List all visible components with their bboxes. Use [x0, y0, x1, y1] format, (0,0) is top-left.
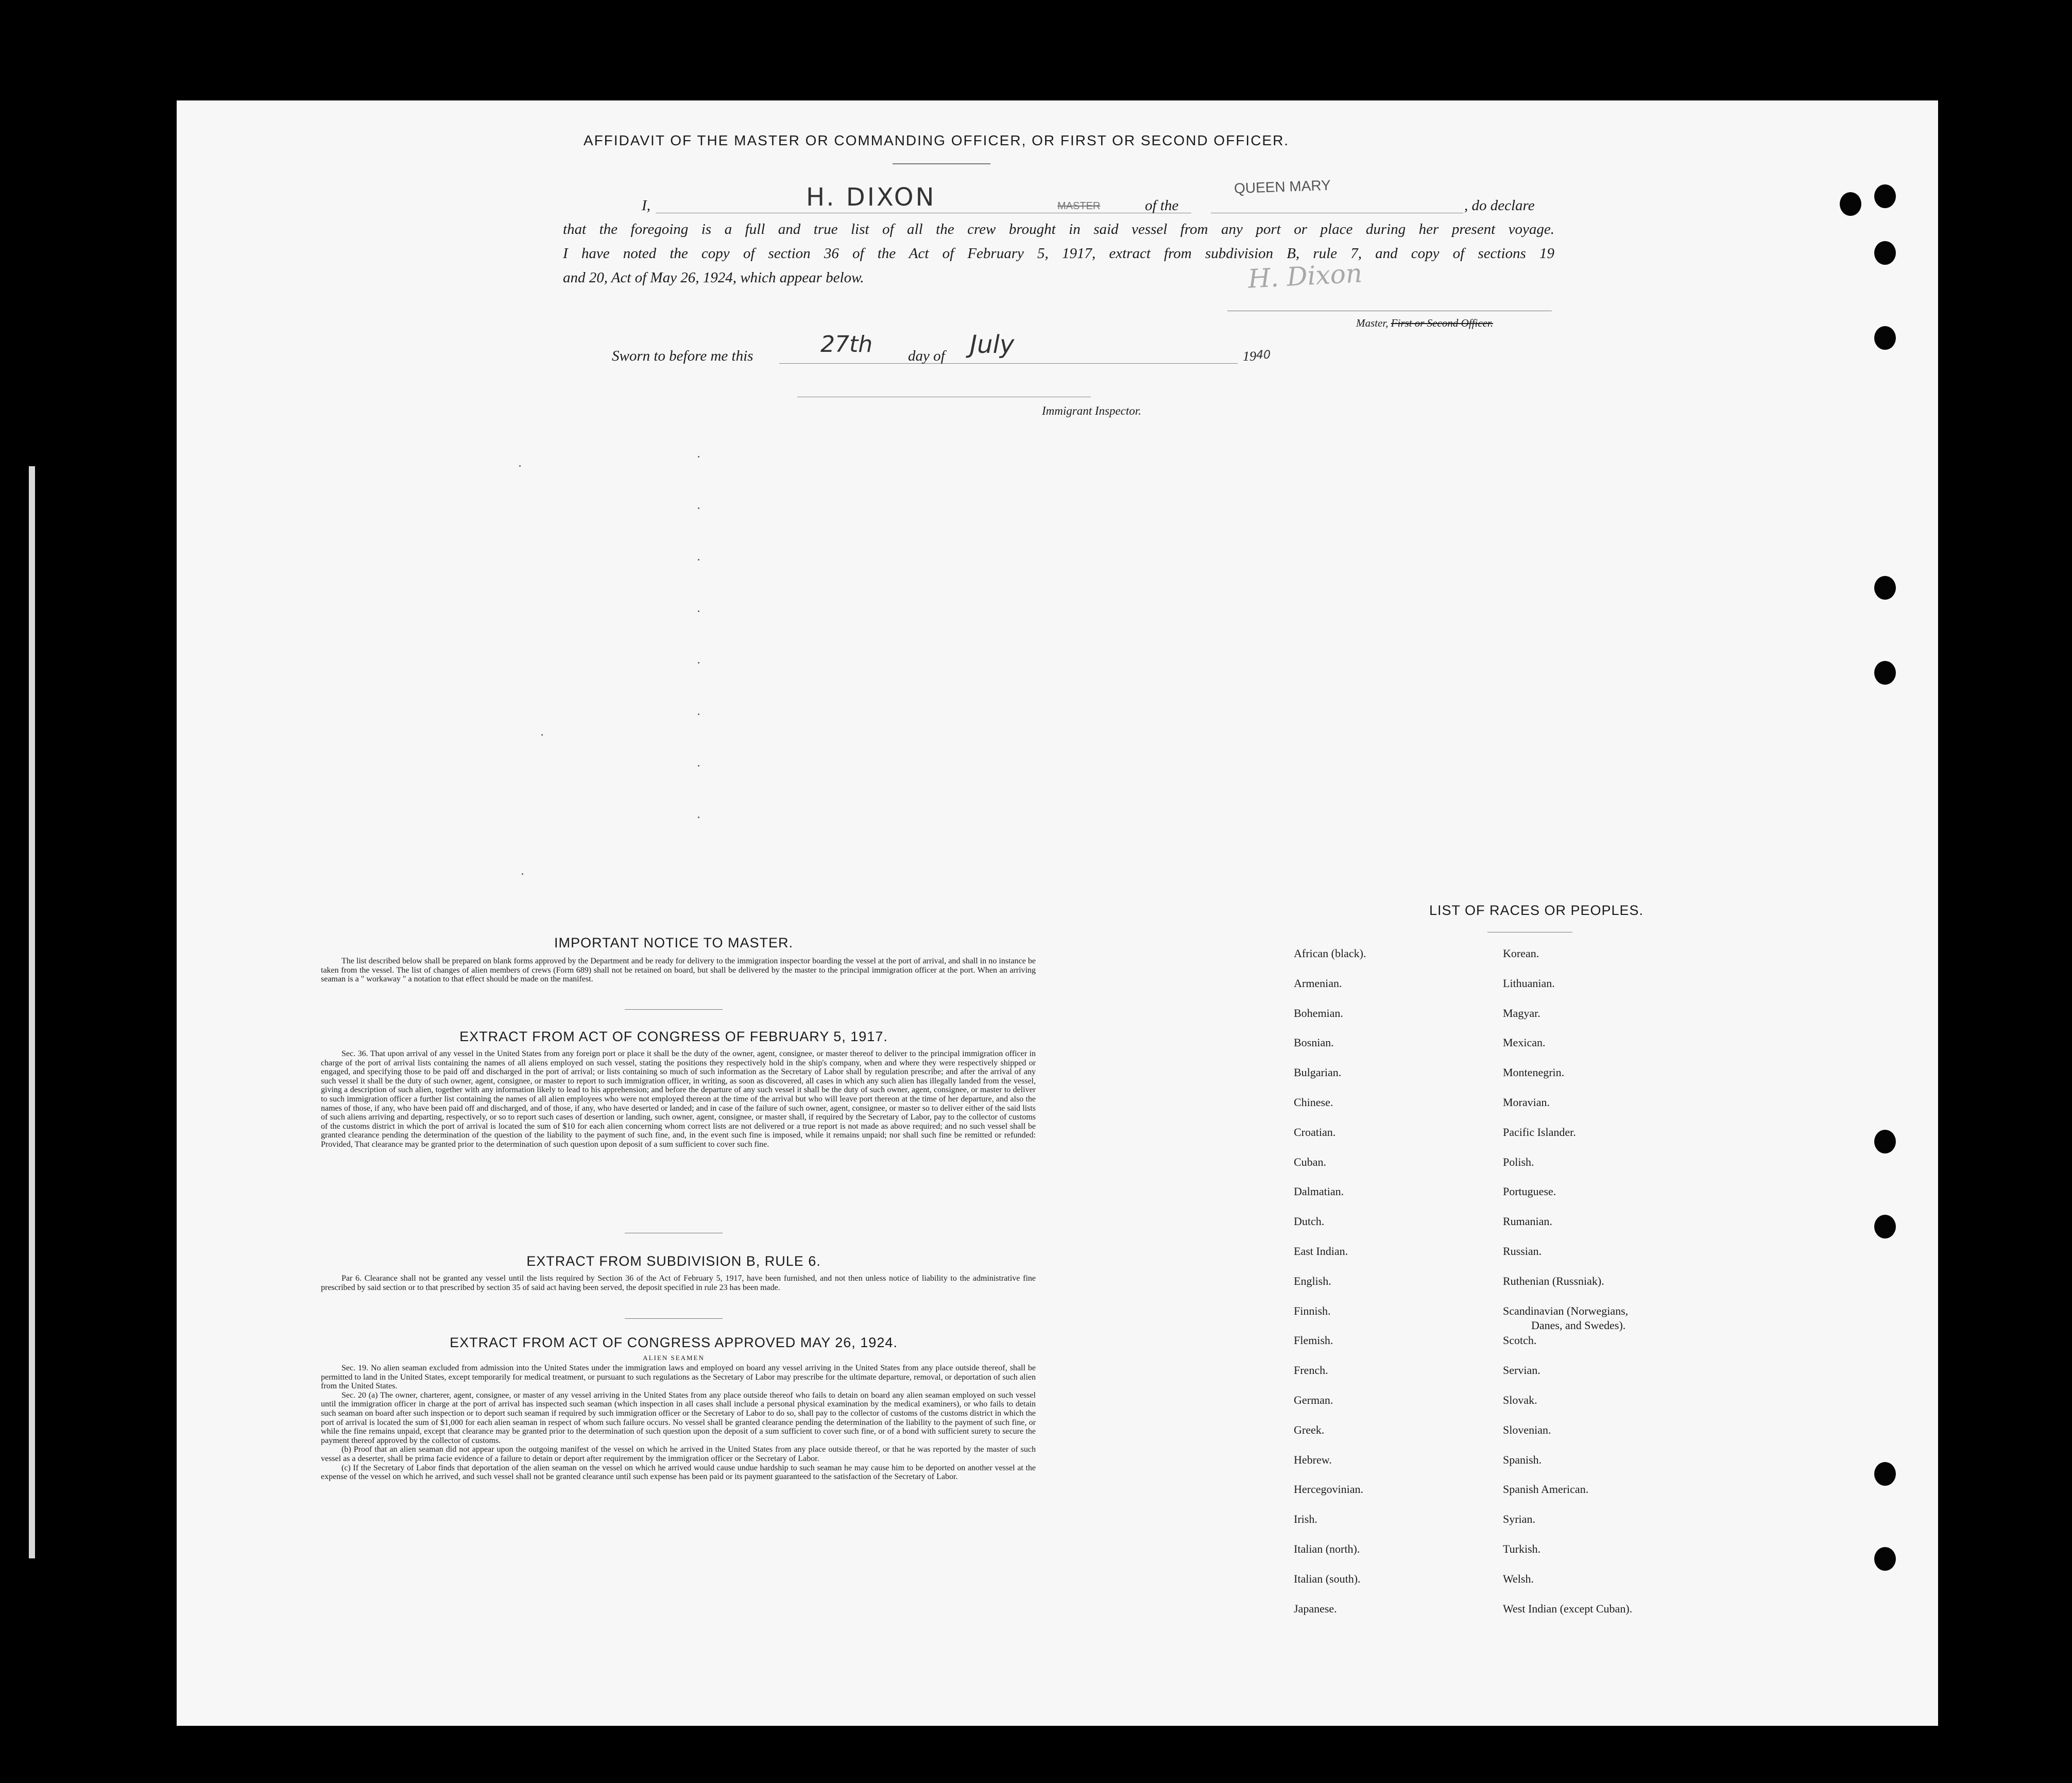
signer-struck: First or Second Officer.: [1391, 317, 1493, 329]
adjacent-page-edge: [29, 466, 35, 1558]
race-item-left: Bulgarian.: [1294, 1066, 1342, 1079]
race-item-right: Turkish.: [1503, 1542, 1541, 1555]
manifest-page: [177, 100, 1938, 1726]
race-item-right: Magyar.: [1503, 1006, 1540, 1020]
race-item-left: Flemish.: [1294, 1334, 1333, 1347]
extract-1924-text: [321, 1364, 1036, 1482]
rank-struck: MASTER: [1057, 200, 1101, 212]
race-item-left: Italian (south).: [1294, 1572, 1361, 1585]
race-item-right: Pacific Islander.: [1503, 1125, 1576, 1139]
affidavit-line-2: that the foregoing is a full and true list of all the crew brought in said vessel from any port or place during her present voyage.: [563, 221, 1554, 237]
race-item-left: Hebrew.: [1294, 1453, 1332, 1466]
race-item-right: Moravian.: [1503, 1096, 1550, 1109]
notice-divider: [625, 1009, 723, 1010]
race-item-right: Slovenian.: [1503, 1423, 1551, 1436]
sworn-day-handwritten: 27th: [820, 331, 873, 358]
of-the-label: of the: [1145, 197, 1179, 214]
race-item-left: Dalmatian.: [1294, 1185, 1344, 1198]
binder-hole: [1874, 1547, 1896, 1571]
race-item-left: Dutch.: [1294, 1215, 1325, 1228]
race-item-right: Scandinavian (Norwegians,: [1503, 1304, 1629, 1317]
race-item-left: Greek.: [1294, 1423, 1325, 1436]
race-item-right: Welsh.: [1503, 1572, 1534, 1585]
signer-title: [1356, 317, 1493, 330]
race-item-right: Syrian.: [1503, 1513, 1535, 1526]
race-item-left: German.: [1294, 1394, 1333, 1406]
race-item-right: Slovak.: [1503, 1394, 1537, 1406]
year-prefix: 19: [1243, 349, 1256, 364]
notice-title: IMPORTANT NOTICE TO MASTER.: [554, 935, 794, 950]
binder-hole: [1874, 184, 1896, 208]
race-item-left: Bohemian.: [1294, 1006, 1343, 1020]
race-item-left: Japanese.: [1294, 1602, 1337, 1615]
scan-speck: [522, 873, 523, 875]
scan-speck: [698, 610, 699, 612]
scan-speck: [698, 817, 699, 818]
race-item-left: Chinese.: [1294, 1096, 1333, 1109]
extract-1917-title: EXTRACT FROM ACT OF CONGRESS OF FEBRUARY 5, 1917.: [459, 1029, 888, 1044]
scan-speck: [519, 465, 521, 467]
race-item-left: French.: [1294, 1364, 1328, 1377]
race-item-left: African (black).: [1294, 947, 1366, 960]
race-item-right: Rumanian.: [1503, 1215, 1552, 1228]
binder-hole: [1874, 1130, 1896, 1153]
section-20b: (b) Proof that an alien seaman did not appear upon the outgoing manifest of the vessel on which he arrived in the United States from any place outside thereof, or that he was reported by the master of such vessel as a deserter, shall be prima facie evidence of a failure to detain or deport after requirement by the immigration officer or the Secretary of Labor.: [321, 1445, 1036, 1463]
race-item-left: Irish.: [1294, 1513, 1317, 1526]
binder-hole: [1874, 1462, 1896, 1486]
section-20a: Sec. 20 (a) The owner, charterer, agent, consignee, or master of any vessel arriving in the United States from any place outside thereof who fails to detain on board any alien seaman employed on such vessel until the immigration officer in charge at the port of arrival has inspected such seaman (which inspection in all cases shall include a personal physical examination by the medical examiners), or who fails to detain such seaman on board after such inspection or to deport such seaman if required by such immigration officer or the Secretary of Labor to do so, shall pay to the collector of customs of the customs district in which the port of arrival is located the sum of $1,000 for each alien seaman in respect of whom such failure occurs. No vessel shall be granted clearance pending the determination of the liability to the payment of such fine, or while the fine remains unpaid, except that clearance may be granted prior to the determination of such question upon the deposit of a sum sufficient to cover such fine, or of a bond with sufficient surety to secure the payment thereof approved by the collector of customs.: [321, 1390, 1036, 1445]
race-item-right: Korean.: [1503, 947, 1539, 960]
race-item-right: Spanish American.: [1503, 1483, 1589, 1496]
sworn-prefix: Sworn to before me this: [612, 348, 754, 364]
race-item-right: Portuguese.: [1503, 1185, 1556, 1198]
race-item-left: Finnish.: [1294, 1304, 1331, 1317]
race-item-left: Italian (north).: [1294, 1542, 1360, 1555]
day-of-label: day of: [908, 348, 945, 364]
notice-text: The list described below shall be prepared on blank forms approved by the Department and be ready for delivery to the immigration inspector boarding the vessel at the port of arrival, and shall in no instance be taken from the vessel. The list of changes of alien members of crews (Form 689) shall not be retained on board, but shall be delivered by the master to the principal immigration officer at the port. When an arriving seaman is a " workaway " a notation to that effect should be made on the manifest.: [321, 957, 1036, 984]
race-item-right: Servian.: [1503, 1364, 1540, 1377]
scan-speck: [698, 714, 699, 715]
master-name-handwritten: H. DIXON: [806, 183, 936, 212]
race-item-left: English.: [1294, 1274, 1331, 1287]
race-item-right: Mexican.: [1503, 1036, 1546, 1049]
race-item-right: West Indian (except Cuban).: [1503, 1602, 1633, 1615]
scan-left-margin: [0, 0, 177, 1783]
race-item-right: Lithuanian.: [1503, 976, 1555, 990]
race-item-right: Montenegrin.: [1503, 1066, 1565, 1079]
extract-rule6-text: Par 6. Clearance shall not be granted any vessel until the lists required by Section 36 of the Act of February 5, 1917, have been furnished, and not then unless notice of liability to the administrative fine prescribed by said section or to that prescribed by section 35 of said act having been served, the deposit specified in rule 23 has been made.: [321, 1274, 1036, 1292]
vessel-name-stamp: QUEEN MARY: [1234, 177, 1331, 197]
extract-1924-title: EXTRACT FROM ACT OF CONGRESS APPROVED MAY 26, 1924.: [450, 1335, 898, 1350]
race-item-left: Hercegovinian.: [1294, 1483, 1363, 1496]
affidavit-lead: I,: [642, 197, 650, 214]
extract-1917-text: Sec. 36. That upon arrival of any vessel in the United States from any foreign port or place it shall be the duty of the owner, agent, consignee, or master thereof to deliver to the principal immigration officer in charge of the port of arrival lists containing the names of all aliens employed on such vessel, stating the positions they respectively hold in the ship's company, when and where they were respectively shipped or engaged, and specifying those to be paid off and discharged in the port of arrival; or lists containing so much of such information as the Secretary of Labor shall by regulation prescribe; and after the arrival of any such vessel it shall be the duty of such owner, agent, consignee, or master to report to such immigration officer, in writing, as soon as discovered, all cases in which any such alien has illegally landed from the vessel, giving a description of such alien, together with any information likely to lead to his apprehension; and before the departure of any such vessel it shall be the duty of such owner, agent, consignee, or master to deliver to such immigration officer a further list containing the names of all alien employees who were not employed thereon at the time of the arrival but who will leave port thereon at the time of her departure, and also the names of those, if any, who have been paid off and discharged, and of those, if any, who have deserted or landed; and in case of the failure of such owner, agent, consignee, or master so to deliver either of the said lists of such aliens arriving and departing, respectively, or so to report such cases of desertion or landing, such owner, agent, consignee, or master shall, if required by the Secretary of Labor, pay to the collector of customs of the customs district in which the port of arrival is located the sum of $10 for each alien concerning whom correct lists are not delivered or a true report is not made as above required; and no such vessel shall be granted clearance pending the determination of the question of the liability to the payment of such fine, and, in the event such fine is imposed, while it remains unpaid; nor shall such fine be remitted or refunded: Provided, That clearance may be granted prior to the determination of such question upon deposit of a sum sufficient to cover such fine.: [321, 1049, 1036, 1149]
binder-hole: [1874, 661, 1896, 685]
sworn-line: [779, 363, 1238, 364]
affidavit-line-3: I have noted the copy of section 36 of the Act of February 5, 1917, extract from subdivision B, rule 7, and copy of sections 19: [563, 245, 1554, 262]
races-title: LIST OF RACES OR PEOPLES.: [1429, 903, 1644, 918]
master-signature: H. Dixon: [1247, 258, 1363, 294]
extract-rule6-divider: [625, 1318, 723, 1319]
scan-speck: [698, 559, 699, 561]
extract-1924-subtitle: ALIEN SEAMEN: [643, 1354, 705, 1362]
sworn-month-handwritten: July: [970, 330, 1015, 359]
race-item-right: Ruthenian (Russniak).: [1503, 1274, 1604, 1287]
extract-rule6-title: EXTRACT FROM SUBDIVISION B, RULE 6.: [526, 1253, 821, 1269]
inspector-label: Immigrant Inspector.: [1042, 404, 1141, 417]
signer-master: Master,: [1356, 317, 1389, 329]
race-item-right: Scotch.: [1503, 1334, 1537, 1347]
race-item-left: Armenian.: [1294, 976, 1342, 990]
race-item-left: Croatian.: [1294, 1125, 1336, 1139]
binder-hole: [1874, 326, 1896, 350]
race-item-right: Polish.: [1503, 1155, 1534, 1168]
do-declare-label: , do declare: [1464, 197, 1535, 214]
title-divider: [893, 163, 990, 164]
binder-hole: [1874, 1215, 1896, 1238]
scan-speck: [698, 662, 699, 664]
binder-hole: [1840, 192, 1861, 216]
race-item-left: Cuban.: [1294, 1155, 1326, 1168]
affidavit-line-4: and 20, Act of May 26, 1924, which appear below.: [563, 269, 864, 286]
scan-speck: [698, 765, 699, 767]
section-20c: (c) If the Secretary of Labor finds that deportation of the alien seaman on the vessel on which he arrived would cause undue hardship to such seaman he may cause him to be deported on another vessel at the expense of the vessel on which he arrived, and such vessel shall not be granted clearance until such expense has been paid or its payment guaranteed to the satisfaction of the Secretary of Labor.: [321, 1463, 1036, 1482]
race-item-left: East Indian.: [1294, 1245, 1348, 1258]
race-item-right: Spanish.: [1503, 1453, 1542, 1466]
binder-hole: [1874, 576, 1896, 600]
race-item-right: Russian.: [1503, 1245, 1542, 1258]
binder-hole: [1874, 241, 1896, 265]
year-printed: [1243, 349, 1271, 364]
scan-speck: [698, 507, 699, 509]
section-19: Sec. 19. No alien seaman excluded from admission into the United States under the immigration laws and employed on board any vessel arriving in the United States from any place outside thereof, shall be permitted to land in the United States, except temporarily for medical treatment, or pursuant to such regulations as the Secretary of Labor may prescribe for the ultimate departure, removal, or deportation of such alien from the United States.: [321, 1364, 1036, 1391]
race-continuation: Danes, and Swedes).: [1531, 1319, 1626, 1332]
scan-speck: [698, 456, 699, 457]
year-handwritten: 40: [1256, 349, 1271, 362]
scan-speck: [541, 734, 543, 736]
race-item-left: Bosnian.: [1294, 1036, 1334, 1049]
affidavit-title: AFFIDAVIT OF THE MASTER OR COMMANDING OFFICER, OR FIRST OR SECOND OFFICER.: [583, 132, 1290, 148]
